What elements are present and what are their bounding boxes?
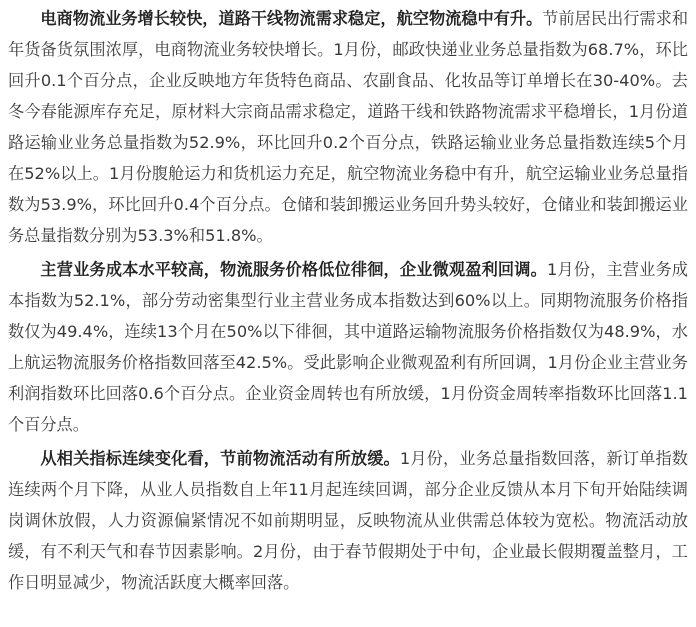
paragraph-body: 节前居民出行需求和年货备货氛围浓厚，电商物流业务较快增长。1月份，邮政快递业业务总量指数为68.7%，环比回升0.1个百分点，企业反映地方年货特色商品、农副食品、化妆品等订单增长在30-40%。去冬今春能源库存充足，原材料大宗商品需求稳定，道路干线和铁路物流需求平稳增长，1月份道路运输业业务总量指数为52.9%，环比回升0.2个百分点，铁路运输业业务总量指数连续5个月在52%以上。1月份腹舱运力和货机运力充足，航空物流业务稳中有升，航空运输业业务总量指数为53.9%，环比回升0.4个百分点。仓储和装卸搬运业务回升势头较好，仓储业和装卸搬运业务总量指数分别为53.3%和51.8%。 (8, 9, 689, 245)
paragraph-body: 1月份，主营业务成本指数为52.1%，部分劳动密集型行业主营业务成本指数达到60%以上。同期物流服务价格指数仅为49.4%，连续13个月在50%以下徘徊，其中道路运输物流服务价格指数仅为48.9%，水上航运物流服务价格指数回落至42.5%。受此影响企业微观盈利有所回调，1月份企业主营业务利润指数环比回落0.6个百分点。企业资金周转也有所放缓，1月份资金周转率指数环比回落1.1个百分点。 (8, 260, 688, 434)
paragraph-lead: 从相关指标连续变化看，节前物流活动有所放缓。 (40, 449, 400, 468)
paragraph-pre-holiday-slowdown (8, 443, 688, 598)
paragraph-ecommerce-logistics (8, 3, 688, 251)
paragraph-lead: 主营业务成本水平较高，物流服务价格低位徘徊，企业微观盈利回调。 (40, 260, 547, 279)
paragraph-costs-prices (8, 254, 688, 440)
paragraph-body: 1月份，业务总量指数回落，新订单指数连续两个月下降，从业人员指数自上年11月起连续回调，部分企业反馈从本月下旬开始陆续调岗调休放假，人力资源偏紧情况不如前期明显，反映物流从业供需总体较为宽松。物流活动放缓，有不利天气和春节因素影响。2月份，由于春节假期处于中旬，企业最长假期覆盖整月，工作日明显减少，物流活跃度大概率回落。 (8, 449, 688, 592)
paragraph-lead: 电商物流业务增长较快，道路干线物流需求稳定，航空物流稳中有升。 (40, 9, 543, 28)
